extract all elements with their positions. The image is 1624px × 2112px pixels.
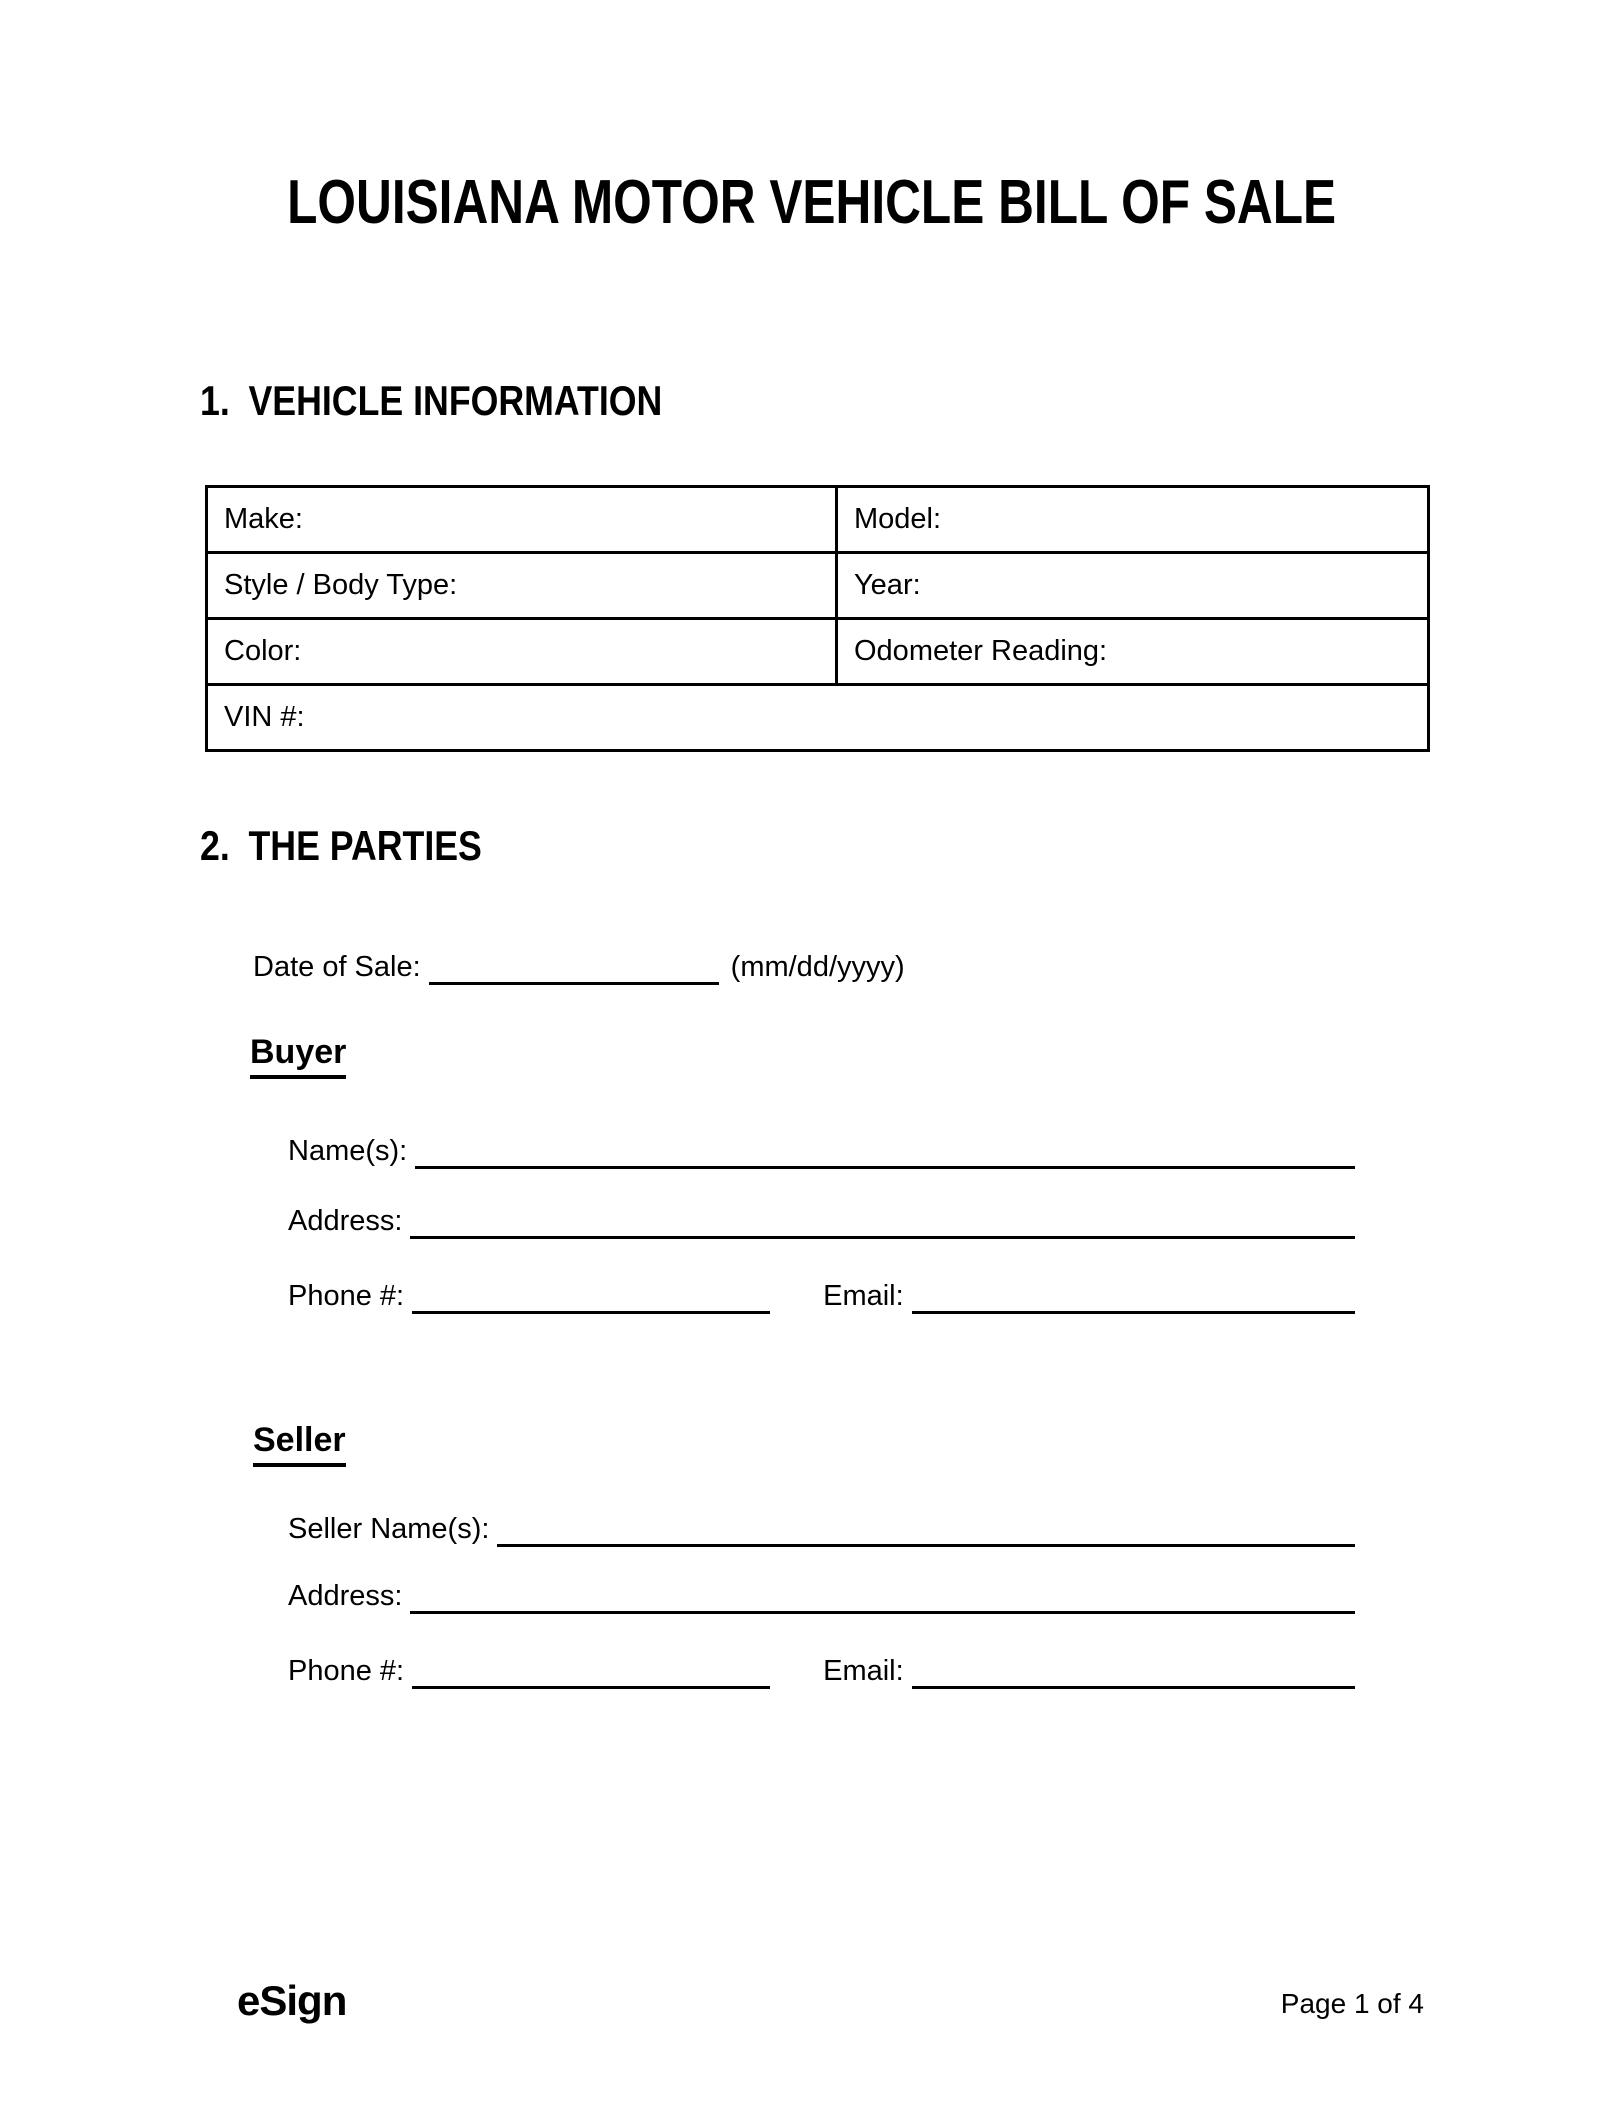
document-title-wrap — [0, 167, 1624, 238]
seller-address-input-line[interactable] — [410, 1576, 1355, 1614]
seller-name-input-line[interactable] — [497, 1509, 1355, 1547]
color-field-cell[interactable]: Color: — [207, 619, 837, 685]
seller-name-label: Seller Name(s): — [288, 1513, 490, 1545]
odometer-reading-field-cell[interactable]: Odometer Reading: — [837, 619, 1429, 685]
buyer-email-label: Email: — [823, 1280, 904, 1312]
document-title: LOUISIANA MOTOR VEHICLE BILL OF SALE — [287, 168, 1337, 237]
model-field-cell[interactable]: Model: — [837, 487, 1429, 553]
section-2-number: 2. — [200, 822, 230, 869]
seller-address-label: Address: — [288, 1580, 403, 1612]
style-body-type-field-cell[interactable]: Style / Body Type: — [207, 553, 837, 619]
date-of-sale-row — [253, 950, 913, 985]
make-field-cell[interactable]: Make: — [207, 487, 837, 553]
section-1-title: VEHICLE INFORMATION — [248, 377, 663, 424]
section-1-number: 1. — [200, 377, 230, 424]
buyer-phone-input-line[interactable] — [412, 1276, 770, 1314]
seller-phone-email-row — [288, 1654, 1355, 1689]
seller-heading: Seller — [253, 1421, 346, 1467]
seller-phone-label: Phone #: — [288, 1655, 405, 1687]
table-row — [207, 487, 1429, 553]
table-row — [207, 553, 1429, 619]
buyer-phone-email-row — [288, 1279, 1355, 1314]
vehicle-information-table — [205, 485, 1430, 752]
buyer-address-label: Address: — [288, 1205, 403, 1237]
date-of-sale-input-line[interactable] — [429, 947, 719, 985]
vin-field-cell[interactable]: VIN #: — [207, 685, 1429, 751]
year-field-cell[interactable]: Year: — [837, 553, 1429, 619]
table-row — [207, 619, 1429, 685]
section-2-title: THE PARTIES — [248, 822, 482, 869]
buyer-email-input-line[interactable] — [912, 1276, 1355, 1314]
seller-address-row — [288, 1579, 1355, 1614]
buyer-name-input-line[interactable] — [415, 1131, 1355, 1169]
buyer-phone-label: Phone #: — [288, 1280, 405, 1312]
table-row — [207, 685, 1429, 751]
buyer-address-input-line[interactable] — [410, 1201, 1355, 1239]
page-indicator: Page 1 of 4 — [1280, 1988, 1424, 2019]
date-format-hint: (mm/dd/yyyy) — [730, 951, 905, 983]
buyer-heading: Buyer — [250, 1033, 346, 1079]
buyer-name-label: Name(s): — [288, 1135, 408, 1167]
date-of-sale-label: Date of Sale: — [253, 951, 421, 983]
seller-phone-input-line[interactable] — [412, 1651, 770, 1689]
buyer-address-row — [288, 1204, 1355, 1239]
seller-email-label: Email: — [823, 1655, 904, 1687]
seller-email-input-line[interactable] — [912, 1651, 1355, 1689]
section-2-heading — [200, 822, 482, 870]
seller-name-row — [288, 1512, 1355, 1547]
buyer-name-row — [288, 1134, 1355, 1169]
esign-logo: eSign — [237, 1977, 347, 2024]
section-1-heading — [200, 377, 662, 425]
